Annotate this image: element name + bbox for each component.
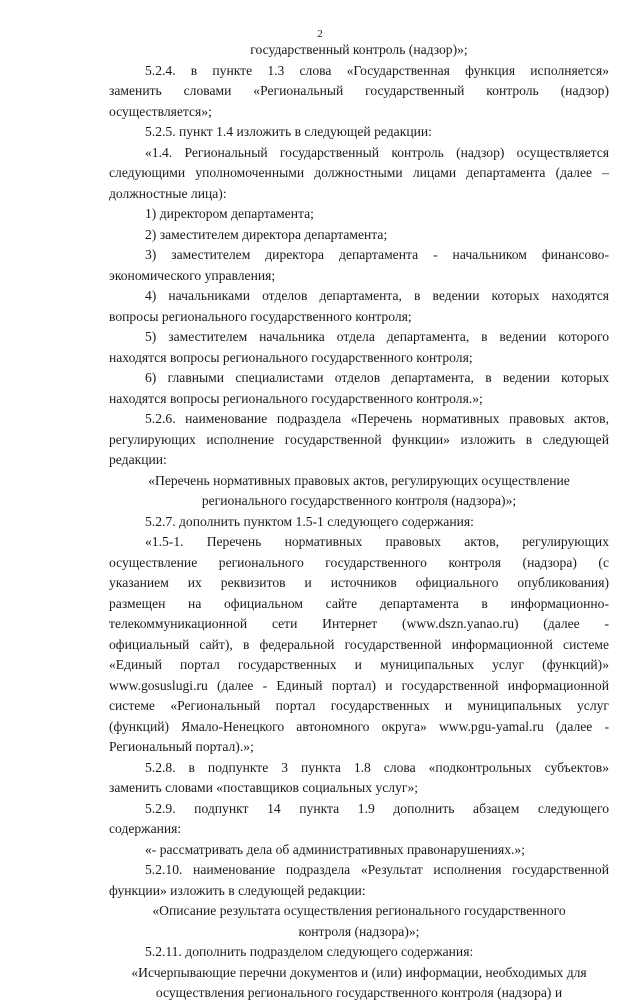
text-line: 6) главными специалистами отделов департамента, в ведении которых — [145, 370, 609, 385]
document-body — [109, 40, 609, 1004]
text-line: функции» изложить в следующей редакции: — [109, 882, 366, 898]
text-line: находятся вопросы регионального государственного контроля; — [109, 349, 473, 365]
text-line: 5.2.9. подпункт 14 пункта 1.9 дополнить абзацем следующего — [145, 800, 609, 816]
text-line: «Исчерпывающие перечни документов и (или) информации, необходимых для — [131, 964, 587, 980]
text-line: «Единый портал государственных и муниципальных услуг (функций)» — [109, 657, 609, 672]
text-line: контроля (надзора)»; — [298, 923, 420, 939]
text-line: содержания: — [109, 821, 182, 836]
text-line: вопросы регионального государственного контроля; — [109, 308, 412, 324]
text-line: 5.2.5. пункт 1.4 изложить в следующей редакции: — [145, 124, 432, 139]
text-line: заменить словами «поставщиков социальных услуг»; — [109, 780, 419, 795]
text-line: государственный контроль (надзор)»; — [250, 42, 468, 57]
text-line: «Описание результата осуществления регионального государственного — [152, 903, 566, 918]
text-line: «- рассматривать дела об административных правонарушениях.»; — [145, 841, 525, 857]
text-line: 2) заместителем директора департамента; — [145, 226, 388, 242]
text-line: 3) заместителем директора департамента - начальником финансово- — [145, 247, 609, 262]
text-line: системе «Региональный портал государственных и муниципальных услуг — [109, 698, 609, 713]
text-line: телекоммуникационной сети Интернет (www.dszn.yanao.ru) (далее - — [109, 616, 609, 631]
text-line: размещен на официальном сайте департамента в информационно- — [109, 595, 609, 611]
text-line: официальный сайт), в федеральной государственной информационной системе — [109, 636, 609, 652]
text-line: заменить словами «Региональный государственный контроль (надзор) — [109, 83, 609, 98]
text-line: Региональный портал).»; — [109, 739, 254, 754]
text-line: осуществления регионального государственного контроля (надзора) и — [155, 985, 563, 1000]
text-line: 5.2.7. дополнить пунктом 1.5-1 следующего содержания: — [145, 513, 474, 529]
text-line: осуществляется»; — [109, 103, 212, 119]
text-line: 5.2.8. в подпункте 3 пункта 1.8 слова «подконтрольных субъектов» — [145, 759, 609, 775]
text-line: «1.5-1. Перечень нормативных правовых актов, регулирующих — [145, 534, 609, 549]
text-line: «1.4. Региональный государственный контроль (надзор) осуществляется — [145, 144, 609, 160]
text-line: «Перечень нормативных правовых актов, регулирующих осуществление — [148, 472, 570, 488]
text-line: регионального государственного контроля (надзора)»; — [201, 493, 517, 508]
text-line: регулирующих исполнение государственной функции» изложить в следующей — [109, 431, 609, 447]
text-line: 5.2.4. в пункте 1.3 слова «Государственная функция исполняется» — [145, 62, 609, 78]
text-line: 1) директором департамента; — [145, 206, 314, 221]
text-line: 5) заместителем начальника отдела департамента, в ведении которого — [145, 329, 609, 344]
text-line: указанием их реквизитов и источников официального опубликования) — [109, 575, 609, 590]
page-number: 2 — [317, 28, 323, 40]
text-line: 5.2.10. наименование подраздела «Результат исполнения государственной — [145, 862, 609, 877]
text-line: находятся вопросы регионального государственного контроля.»; — [109, 390, 483, 406]
text-line: www.gosuslugi.ru (далее - Единый портал) и государственной информационной — [109, 677, 609, 693]
text-line: должностные лица): — [109, 185, 227, 201]
text-line: 5.2.11. дополнить подразделом следующего содержания: — [145, 944, 474, 959]
text-line: (функций) Ямало-Ненецкого автономного округа» www.pgu-yamal.ru (далее - — [109, 718, 609, 734]
text-line: осуществление регионального государственного контроля (надзора) (с — [109, 554, 609, 570]
text-line: редакции: — [109, 452, 167, 467]
text-line: 5.2.6. наименование подраздела «Перечень нормативных правовых актов, — [145, 411, 609, 426]
text-line: 4) начальниками отделов департамента, в ведении которых находятся — [145, 288, 609, 303]
text-line: экономического управления; — [109, 267, 276, 283]
text-line: следующими уполномоченными должностными лицами департамента (далее – — [109, 165, 609, 180]
